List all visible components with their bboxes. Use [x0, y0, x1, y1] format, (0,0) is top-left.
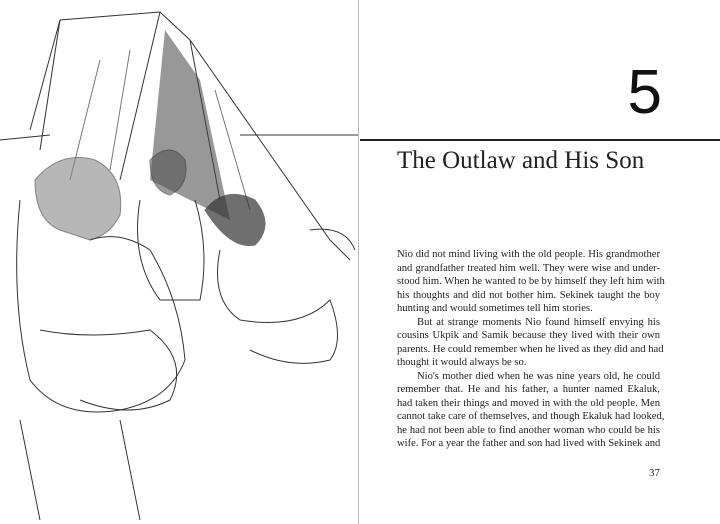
text-line: Nio's mother died when he was nine years old, he could	[417, 370, 660, 382]
text-line: But at strange moments Nio found himself envying his	[417, 316, 660, 328]
text-line: thought it would always be so.	[397, 357, 527, 368]
chapter-rule	[360, 139, 720, 141]
text-line: had taken their things and moved in with the old people. Men	[397, 397, 660, 409]
text-line: cannot take care of themselves, and though Ekaluk had looked,	[397, 411, 665, 422]
text-line: his thoughts and did not bother him. Sekinek taught the boy	[397, 289, 660, 301]
text-line: stood him. When he wanted to be by himself they left him with	[397, 276, 665, 287]
text-line: he had not been able to find another woman who could be his	[397, 424, 660, 436]
text-line: Nio did not mind living with the old people. His grandmother	[397, 249, 660, 260]
chapter-title: The Outlaw and His Son	[397, 147, 645, 174]
figure-adult-left	[17, 158, 185, 521]
text-line: wife. For a year the father and son had lived with Sekinek and	[397, 438, 661, 449]
page-number: 37	[649, 467, 660, 479]
text-line: remember that. He and his father, a hunter named Ekaluk,	[397, 384, 660, 395]
page-gutter	[358, 0, 359, 524]
text-line: cousins Ukpik and Samik because they lived with their own	[397, 330, 660, 341]
body-text	[397, 248, 665, 451]
text-line: parents. He could remember when he lived as they did and had	[397, 343, 664, 355]
text-line: hunting and would sometimes tell him stories.	[397, 303, 593, 314]
text-line: and grandfather treated him well. They were wise and under-	[397, 262, 660, 274]
chapter-number: 5	[627, 58, 662, 127]
figure-child-right	[205, 194, 355, 363]
